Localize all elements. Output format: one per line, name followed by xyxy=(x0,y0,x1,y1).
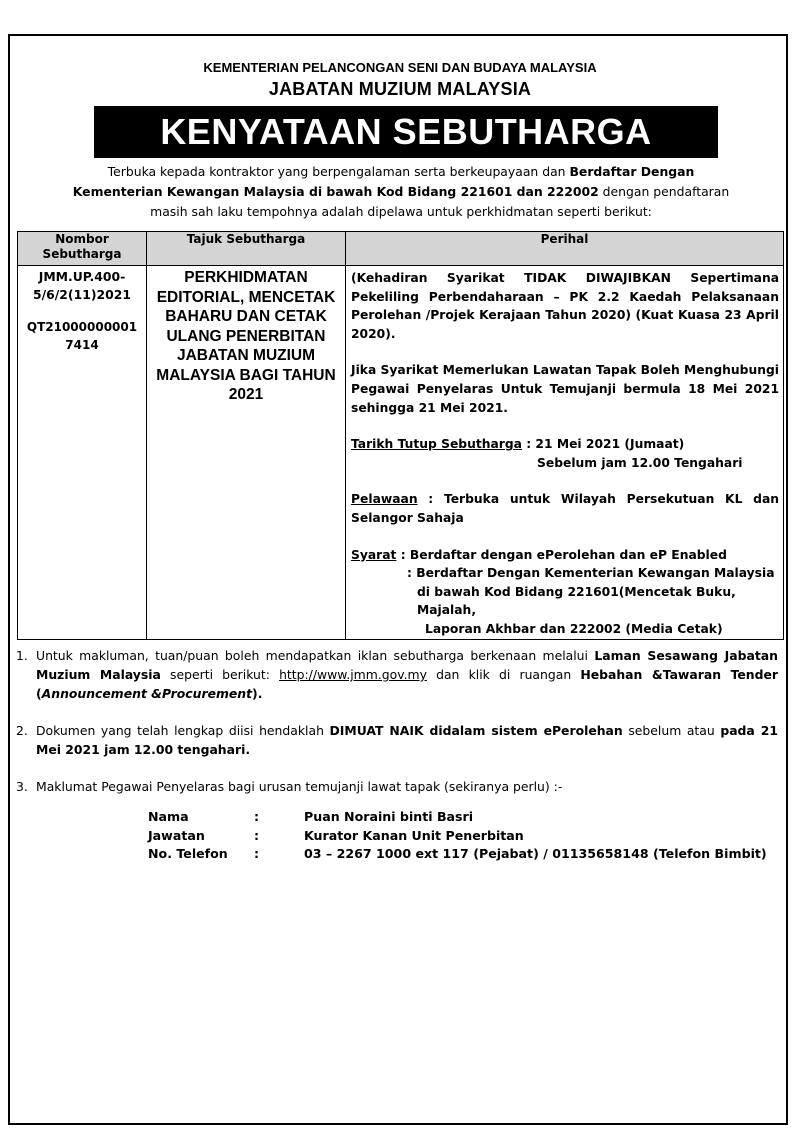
invitation-value: : Terbuka untuk Wilayah Persekutuan KL dan Selangor Sahaja xyxy=(351,492,779,525)
contact-separator: : xyxy=(254,827,260,843)
perihal-attendance-note: (Kehadiran Syarikat TIDAK DIWAJIBKAN Sepertimana Pekeliling Perbendaharaan – PK 2.2 Kaedah Pelaksanaan Perolehan /Projek Kerajaan Tahun 2020) (Kuat Kuasa 23 April 2020). xyxy=(351,271,779,341)
condition-2-line-2: di bawah Kod Bidang 221601(Mencetak Buku, Majalah, xyxy=(417,584,736,618)
contact-position-value: Kurator Kanan Unit Penerbitan xyxy=(304,827,524,843)
qt-number: QT21000000001 7414 xyxy=(26,320,138,352)
notice-title-banner: KENYATAAN SEBUTHARGA xyxy=(94,106,718,158)
conditions xyxy=(351,546,779,565)
tender-table xyxy=(17,231,784,640)
contact-phone-value: 03 – 2267 1000 ext 117 (Pejabat) / 01135658148 (Telefon Bimbit) xyxy=(304,846,767,861)
note-item xyxy=(16,777,778,796)
notes-list xyxy=(16,646,778,814)
table-header-row xyxy=(18,232,784,266)
closing-date-label: Tarikh Tutup Sebutharga xyxy=(351,437,522,452)
intro-paragraph xyxy=(70,162,732,222)
table-row xyxy=(18,266,784,640)
contact-separator: : xyxy=(254,846,260,861)
note-item xyxy=(16,646,778,703)
ministry-name: KEMENTERIAN PELANCONGAN SENI DAN BUDAYA MALAYSIA xyxy=(203,60,597,75)
header-nombor: Nombor Sebutharga xyxy=(18,232,147,266)
closing-date-value: : 21 Mei 2021 (Jumaat) xyxy=(521,437,685,452)
contact-row xyxy=(148,808,767,827)
closing-date xyxy=(351,435,779,454)
conditions-label: Syarat xyxy=(351,547,397,562)
condition-2: : Berdaftar Dengan Kementerian Kewangan Malaysia xyxy=(407,566,775,581)
intro-text-1: Terbuka kepada kontraktor yang berpengalaman serta berkeupayaan dan xyxy=(107,164,570,179)
cell-perihal xyxy=(346,266,784,640)
note-text: Maklumat Pegawai Penyelaras bagi urusan temujanji lawat tapak (sekiranya perlu) :- xyxy=(36,779,563,794)
invitation xyxy=(351,490,779,527)
invitation-label: Pelawaan xyxy=(351,492,418,507)
website-link[interactable]: http://www.jmm.gov.my xyxy=(279,667,427,682)
note-text: Dokumen yang telah lengkap diisi hendaklah DIMUAT NAIK didalam sistem ePerolehan sebelum atau pada 21 Mei 2021 jam 12.00 tengahari. xyxy=(36,723,778,757)
department-name: JABATAN MUZIUM MALAYSIA xyxy=(268,79,532,99)
note-text: Untuk makluman, tuan/puan boleh mendapatkan iklan sebutharga berkenaan melalui Laman Sesawang Jabatan Muzium Malaysia seperti berikut: http://www.jmm.gov.my dan klik di ruangan Hebahan &Tawaran Tender (Announcement &Procurement). xyxy=(36,648,779,701)
contact-label: No. Telefon xyxy=(148,846,228,861)
contact-row xyxy=(148,845,767,864)
perihal-site-visit-note: Jika Syarikat Memerlukan Lawatan Tapak Boleh Menghubungi Pegawai Penyelaras Untuk Temujanji bermula 18 Mei 2021 sehingga 21 Mei 2021. xyxy=(351,363,779,415)
condition-1: : Berdaftar dengan ePerolehan dan eP Enabled xyxy=(396,547,727,562)
condition-2-line-3: Laporan Akhbar dan 222002 (Media Cetak) xyxy=(425,621,723,636)
cell-tajuk xyxy=(147,266,346,640)
note-number: 2. xyxy=(16,723,28,738)
contact-name-value: Puan Noraini binti Basri xyxy=(304,809,474,824)
intro-text-2: dengan pendaftaran masih sah laku tempohnya adalah dipelawa untuk perkhidmatan seperti berikut: xyxy=(150,184,730,219)
header-tajuk: Tajuk Sebutharga xyxy=(147,232,346,266)
contact-row xyxy=(148,827,767,846)
header-perihal: Perihal xyxy=(346,232,784,266)
note-item xyxy=(16,721,778,759)
contact-label: Nama xyxy=(148,809,189,824)
contact-separator: : xyxy=(254,809,260,824)
intro-bold: Berdaftar Dengan Kementerian Kewangan Malaysia di bawah Kod Bidang 221601 dan 222002 xyxy=(72,164,695,199)
reference-number: JMM.UP.400-5/6/2(11)2021 xyxy=(33,269,131,302)
contact-label: Jawatan xyxy=(148,827,205,843)
closing-time: Sebelum jam 12.00 Tengahari xyxy=(537,455,743,470)
note-number: 3. xyxy=(16,779,28,794)
note-number: 1. xyxy=(16,648,28,663)
tender-title: PERKHIDMATAN EDITORIAL, MENCETAK BAHARU DAN CETAK ULANG PENERBITAN JABATAN MUZIUM MALAYSIA BAGI TAHUN 2021 xyxy=(156,269,336,403)
cell-nombor xyxy=(18,266,147,640)
contact-details xyxy=(148,808,767,864)
